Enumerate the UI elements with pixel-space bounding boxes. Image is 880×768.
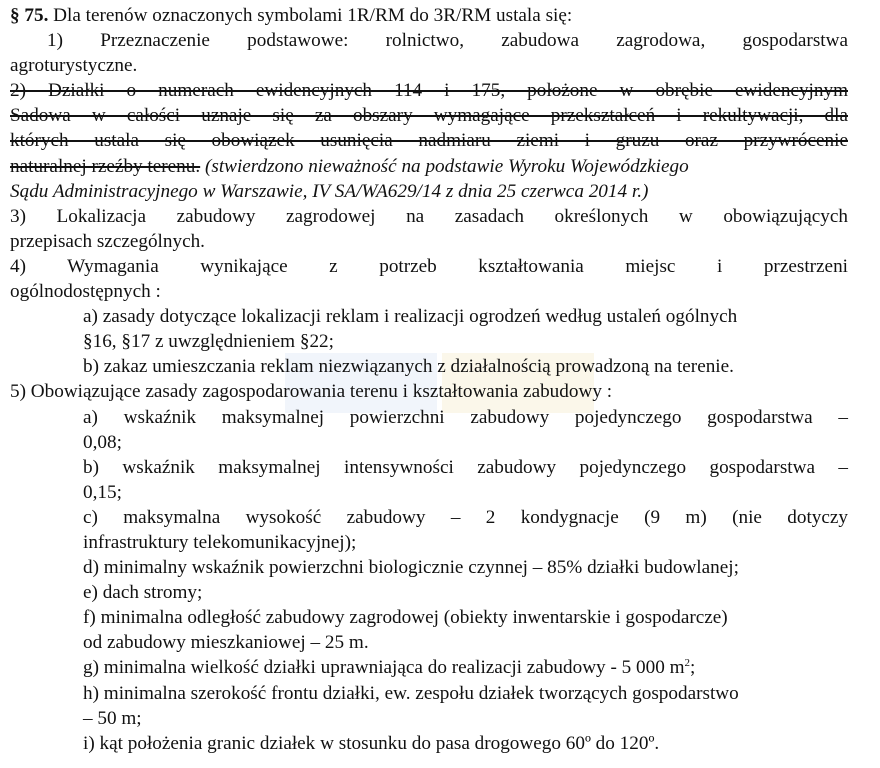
item5-b-line2: 0,15; <box>83 481 122 503</box>
item5-a-line2: 0,08; <box>83 431 122 453</box>
item2-struck-line2: Sadowa w całości uznaje się za obszary wymagające przekształceń i rekultywacji, dla <box>10 105 848 127</box>
section-number: § 75. <box>10 5 49 26</box>
item2-struck-line1: 2) Działki o numerach ewidencyjnych 114 i 175, położone w obrębie ewidencyjnym <box>10 80 848 102</box>
item5-g-tail: ; <box>690 657 696 679</box>
item1-line1: 1) Przeznaczenie podstawowe: rolnictwo, zabudowa zagrodowa, gospodarstwa <box>47 30 848 52</box>
item2-struck-line3: których ustala się obowiązek usunięcia nadmiaru ziemi i gruzu oraz przywrócenie <box>10 130 848 152</box>
section-intro: Dla terenów oznaczonych symbolami 1R/RM do 3R/RM ustala się: <box>53 5 573 26</box>
item5-e-line1: e) dach stromy; <box>83 582 203 604</box>
item2-struck-line4: naturalnej rzeźby terenu. <box>10 155 201 177</box>
item4-line2: ogólnodostępnych : <box>10 281 161 303</box>
item5-i-line1: i) kąt położenia granic działek w stosunku do pasa drogowego 60º do 120º. <box>83 732 660 754</box>
item2-annulment-note-part1: (stwierdzono nieważność na podstawie Wyroku Wojewódzkiego <box>200 155 689 177</box>
item2-line4 <box>10 154 848 179</box>
item5-b-line1: b) wskaźnik maksymalnej intensywności zabudowy pojedynczego gospodarstwa – <box>83 456 848 478</box>
item1-line2: agroturystyczne. <box>10 55 138 77</box>
item4-a-line1: a) zasady dotyczące lokalizacji reklam i realizacji ogrodzeń według ustaleń ogólnych <box>83 306 738 328</box>
item5-h-line2: – 50 m; <box>83 707 142 729</box>
item3-line2: przepisach szczególnych. <box>10 230 205 252</box>
item2-annulment-note-part2: Sądu Administracyjnego w Warszawie, IV SA/WA629/14 z dnia 25 czerwca 2014 r.) <box>10 180 649 202</box>
item5-f-line2: od zabudowy mieszkaniowej – 25 m. <box>83 632 369 654</box>
item5-h-line1: h) minimalna szerokość frontu działki, ew. zespołu działek tworzących gospodarstwo <box>83 682 739 704</box>
item5-line1: 5) Obowiązujące zasady zagospodarowania terenu i kształtowania zabudowy : <box>10 381 613 403</box>
item3-line1: 3) Lokalizacja zabudowy zagrodowej na zasadach określonych w obowiązujących <box>10 205 848 227</box>
item5-a-line1: a) wskaźnik maksymalnej powierzchni zabudowy pojedynczego gospodarstwa – <box>83 406 848 428</box>
item5-g-superscript: 2 <box>684 657 691 670</box>
section-heading <box>10 3 848 28</box>
item4-b-line1: b) zakaz umieszczania reklam niezwiązanych z działalnością prowadzoną na terenie. <box>83 356 734 378</box>
item5-c-line2: infrastruktury telekomunikacyjnej); <box>83 531 357 553</box>
item4-a-line2: §16, §17 z uwzględnieniem §22; <box>83 331 334 353</box>
item5-d-line1: d) minimalny wskaźnik powierzchni biologicznie czynnej – 85% działki budowlanej; <box>83 557 739 579</box>
item5-g-line1 <box>10 655 848 680</box>
item4-line1: 4) Wymagania wynikające z potrzeb kształtowania miejsc i przestrzeni <box>10 255 848 277</box>
item5-c-line1: c) maksymalna wysokość zabudowy – 2 kondygnacje (9 m) (nie dotyczy <box>83 506 848 528</box>
item5-g-text: g) minimalna wielkość działki uprawniająca do realizacji zabudowy - 5 000 m <box>83 657 685 679</box>
item5-f-line1: f) minimalna odległość zabudowy zagrodowej (obiekty inwentarskie i gospodarcze) <box>83 607 728 629</box>
